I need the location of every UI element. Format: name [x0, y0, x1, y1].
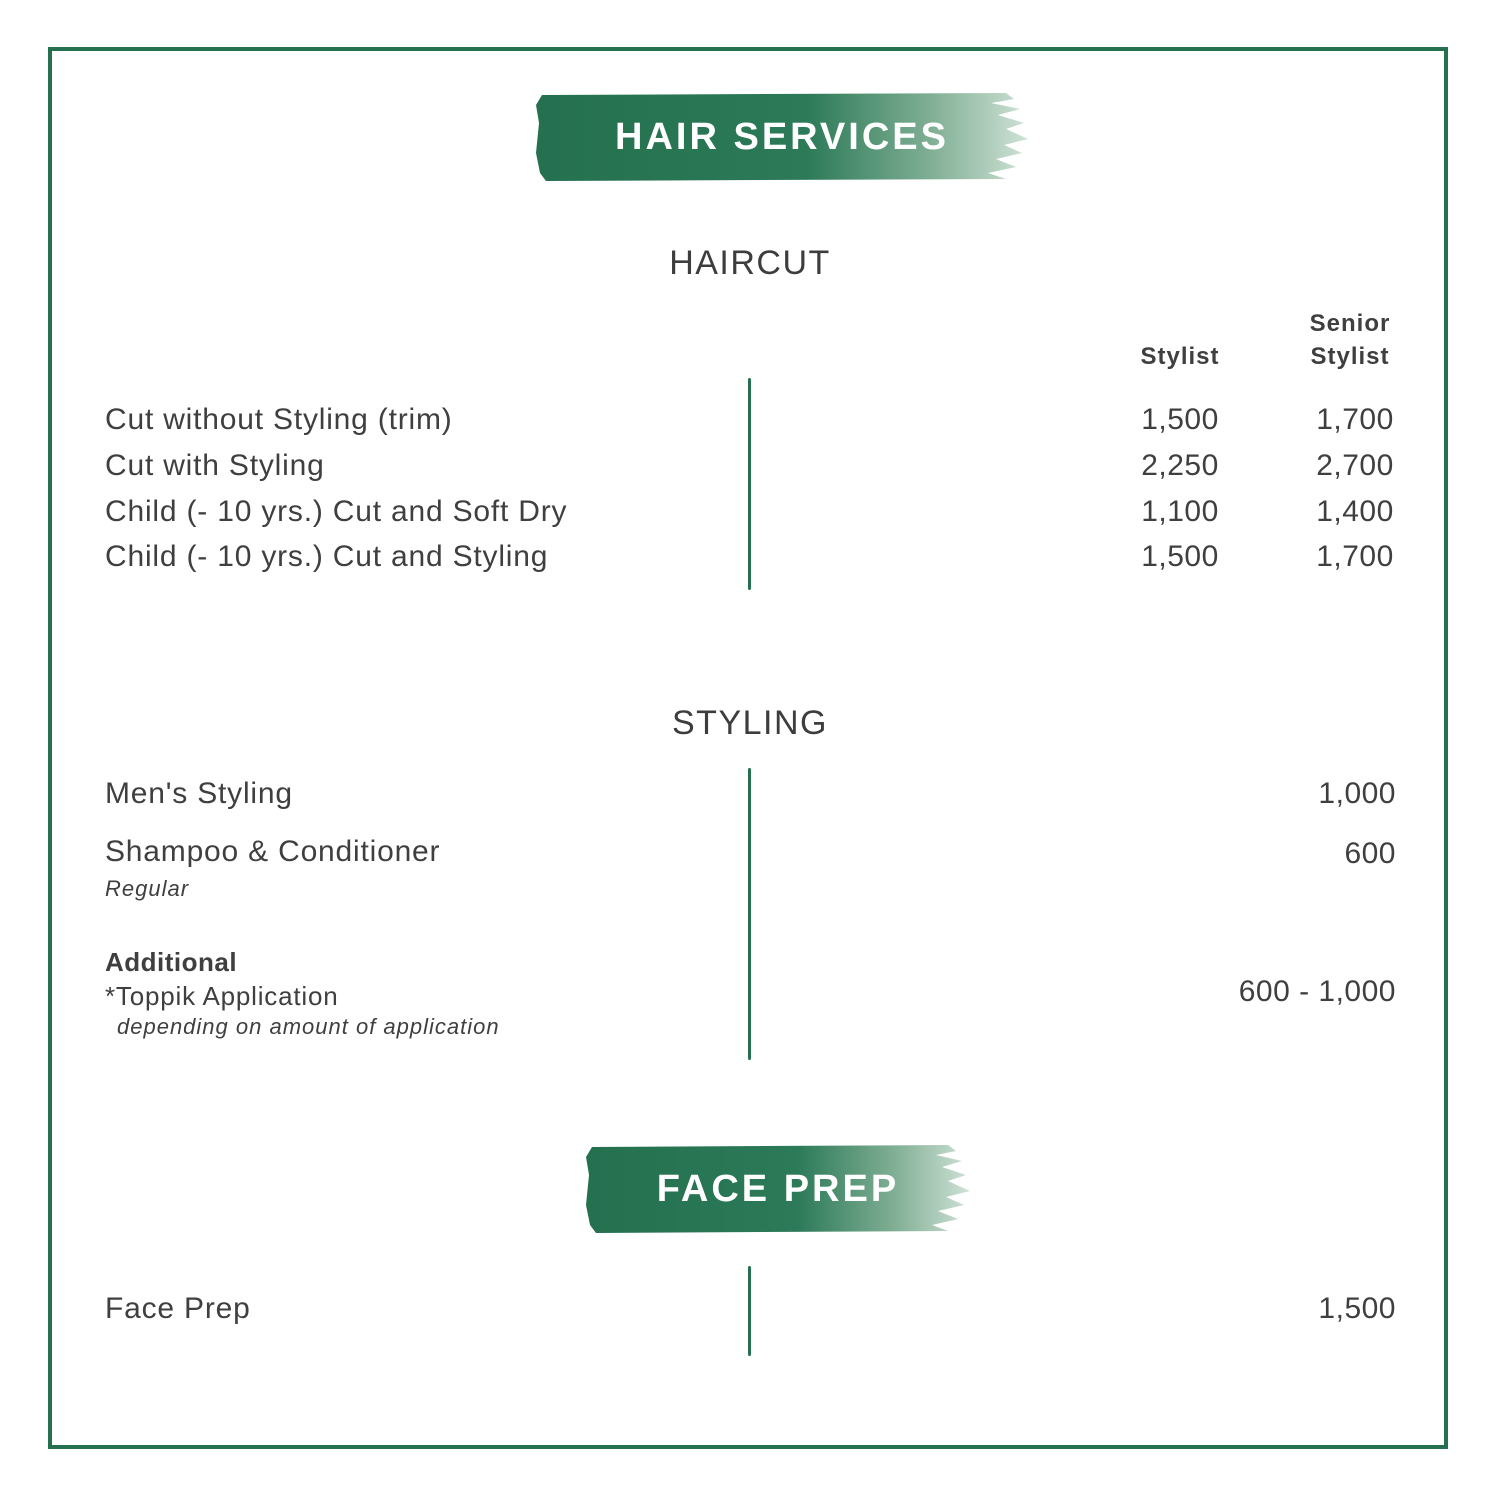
haircut-divider: [748, 378, 751, 590]
price-stylist: 2,250: [1141, 449, 1219, 482]
price-stylist: 1,100: [1141, 495, 1219, 528]
shampoo-name: Shampoo & Conditioner: [105, 835, 441, 868]
styling-heading: STYLING: [672, 704, 828, 742]
service-name: Cut with Styling: [105, 449, 325, 482]
column-header-stylist: Stylist: [1140, 343, 1220, 370]
haircut-heading: HAIRCUT: [669, 244, 831, 282]
price-senior-stylist: 1,700: [1316, 540, 1394, 573]
hair-services-title: HAIR SERVICES: [615, 115, 949, 158]
toppik-name: *Toppik Application: [105, 981, 339, 1011]
toppik-note: depending on amount of application: [117, 1014, 500, 1039]
toppik-price: 600 - 1,000: [1238, 975, 1396, 1008]
senior-label-line2: Stylist: [1310, 343, 1390, 370]
additional-label: Additional: [105, 947, 238, 977]
column-header-senior-stylist: [1280, 307, 1420, 373]
mens-styling-name: Men's Styling: [105, 777, 293, 810]
styling-divider: [748, 768, 751, 1060]
service-name: Child (- 10 yrs.) Cut and Soft Dry: [105, 495, 568, 528]
price-senior-stylist: 1,400: [1316, 495, 1394, 528]
price-senior-stylist: 2,700: [1316, 449, 1394, 482]
service-name: Cut without Styling (trim): [105, 403, 453, 436]
shampoo-price: 600: [1344, 837, 1396, 870]
price-stylist: 1,500: [1141, 540, 1219, 573]
shampoo-note: Regular: [105, 876, 190, 901]
price-stylist: 1,500: [1141, 403, 1219, 436]
hair-services-banner: [536, 93, 1028, 181]
mens-styling-price: 1,000: [1318, 777, 1396, 810]
face-prep-divider: [748, 1266, 751, 1356]
senior-label-line1: Senior: [1309, 310, 1391, 337]
price-senior-stylist: 1,700: [1316, 403, 1394, 436]
face-prep-banner: [586, 1145, 970, 1233]
face-prep-price: 1,500: [1318, 1292, 1396, 1325]
service-name: Child (- 10 yrs.) Cut and Styling: [105, 540, 549, 573]
face-prep-title: FACE PREP: [656, 1167, 900, 1210]
face-prep-name: Face Prep: [105, 1292, 251, 1325]
